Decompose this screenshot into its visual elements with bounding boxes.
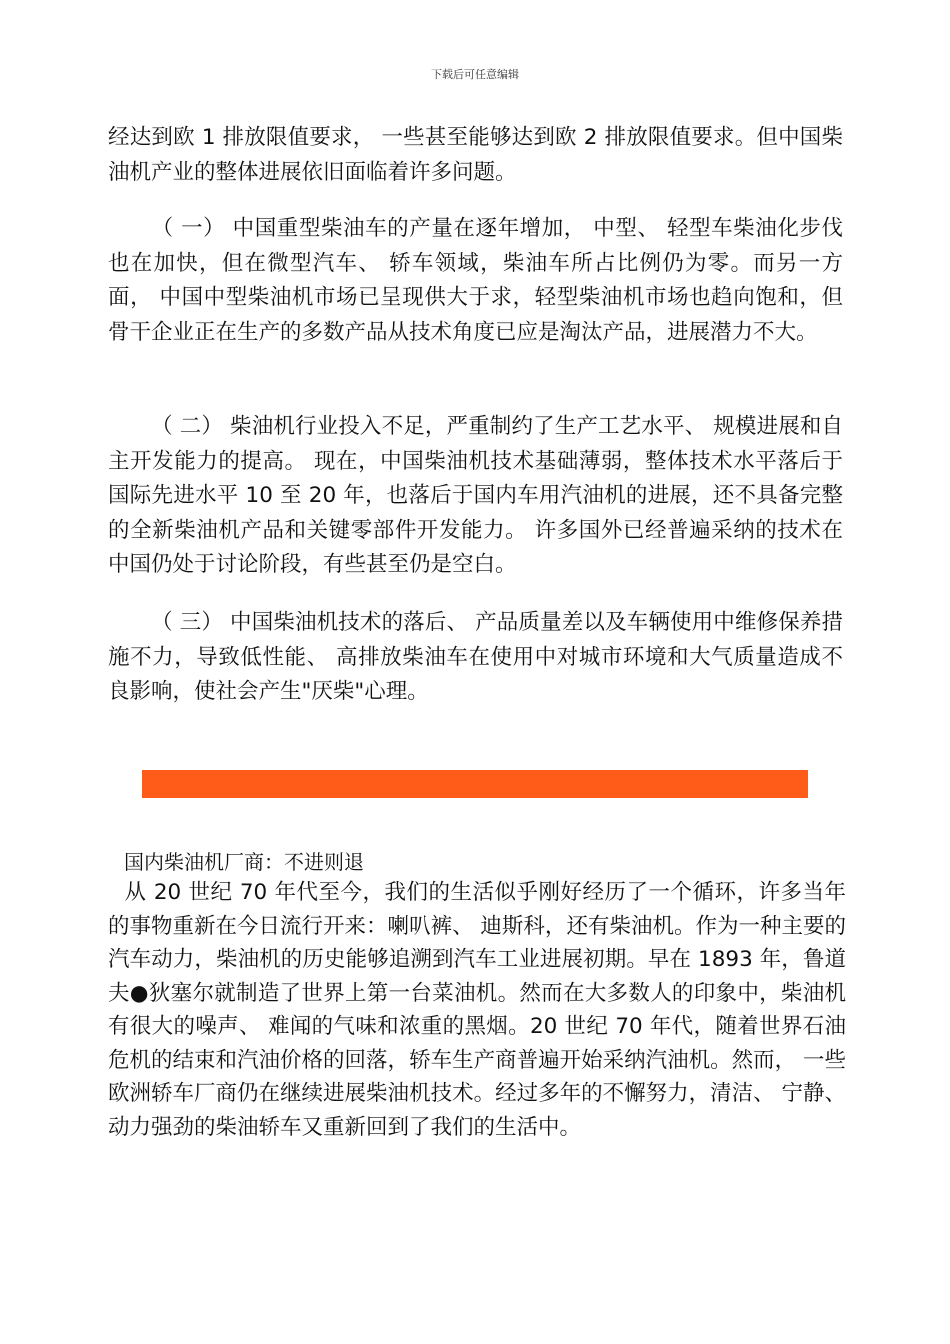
paragraph-text: 经达到欧 1 排放限值要求， 一些甚至能够达到欧 2 排放限值要求。但中国柴油机产业的整体进展依旧面临着许多问题。 xyxy=(108,125,843,185)
paragraph-text: （ 一） 中国重型柴油车的产量在逐年增加， 中型、 轻型车柴油化步伐也在加快，但在微型汽车、 轿车领域，柴油车所占比例仍为零。而另一方面， 中国中型柴油机市场已呈现供大于求，轻型柴油机市场也趋向饱和，但骨干企业正在生产的多数产品从技术角度已应是淘汰产品，进展潜力不大。 xyxy=(108,216,843,345)
paragraph-text: （ 三） 中国柴油机技术的落后、 产品质量差以及车辆使用中维修保养措施不力，导致低性能、 高排放柴油车在使用中对城市环境和大气质量造成不良影响，使社会产生"厌柴"心理。 xyxy=(108,610,843,704)
paragraph-text: （ 二） 柴油机行业投入不足，严重制约了生产工艺水平、 规模进展和自主开发能力的提高。 现在，中国柴油机技术基础薄弱，整体技术水平落后于国际先进水平 10 至 20 年，也落后于国内车用汽油机的进展，还不具备完整的全新柴油机产品和关键零部件开发能力。 许多国外已经普遍采纳的技术在中国仍处于讨论阶段，有些甚至仍是空白。 xyxy=(108,414,843,577)
paragraph-text: 从 20 世纪 70 年代至今，我们的生活似乎刚好经历了一个循环，许多当年的事物重新在今日流行开来：喇叭裤、 迪斯科，还有柴油机。作为一种主要的汽车动力，柴油机的历史能够追溯到汽车工业进展初期。早在 1893 年，鲁道夫●狄塞尔就制造了世界上第一台菜油机。然而在大多数人的印象中，柴油机有很大的噪声、 难闻的气味和浓重的黑烟。20 世纪 70 年代，随着世界石油危机的结束和汽油价格的回落，轿车生产商普遍开始采纳汽油机。然而， 一些欧洲轿车厂商仍在继续进展柴油机技术。经过多年的不懈努力，清洁、 宁静、 动力强劲的柴油轿车又重新回到了我们的生活中。 xyxy=(108,880,846,1140)
paragraph-point-one xyxy=(108,212,843,350)
paragraph-point-three xyxy=(108,606,843,710)
orange-divider-bar xyxy=(142,770,808,798)
paragraph-continuation xyxy=(108,121,843,190)
section-title: 国内柴油机厂商：不进则退 xyxy=(124,850,364,874)
section-body-paragraph xyxy=(108,876,846,1144)
page-header: 下载后可任意编辑 xyxy=(431,68,519,81)
paragraph-point-two xyxy=(108,410,843,583)
